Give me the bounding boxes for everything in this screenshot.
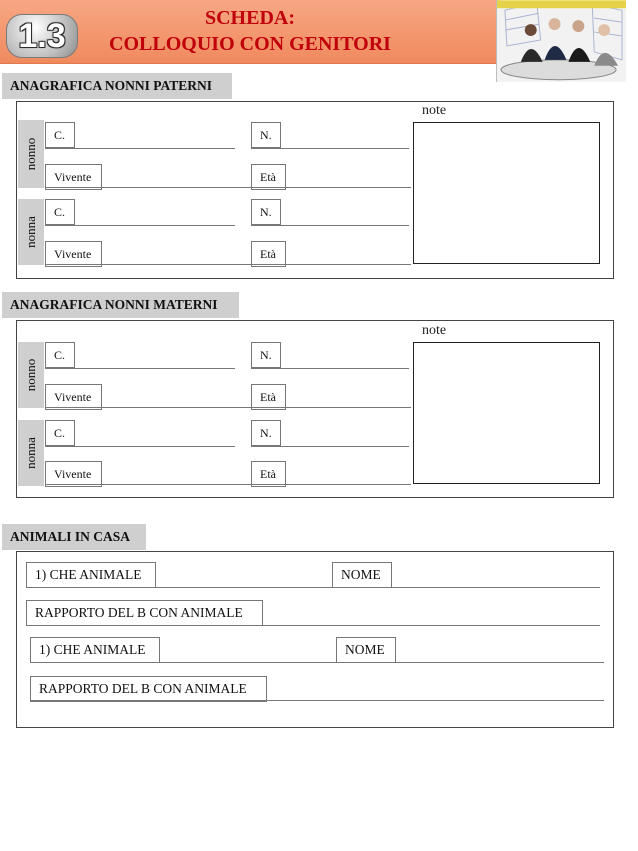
paternal-nonna-c-field[interactable]: C. xyxy=(45,199,75,225)
paternal-nonno-side: nonno xyxy=(18,120,44,188)
maternal-nonna-vivente-field[interactable]: Vivente xyxy=(45,461,102,487)
animals-heading: ANIMALI IN CASA xyxy=(2,524,146,550)
animal-2-type-field[interactable]: 1) CHE ANIMALE xyxy=(30,637,160,663)
paternal-nonna-side: nonna xyxy=(18,199,44,265)
paternal-nonna-n-line xyxy=(251,225,409,226)
maternal-heading: ANAGRAFICA NONNI MATERNI xyxy=(2,292,239,318)
animal-2-name-field[interactable]: NOME xyxy=(336,637,396,663)
maternal-nonna-n-field[interactable]: N. xyxy=(251,420,281,446)
animal-1-type-field[interactable]: 1) CHE ANIMALE xyxy=(26,562,156,588)
page-title-line2: COLLOQUIO CON GENITORI xyxy=(109,33,391,55)
animal-1-line xyxy=(26,587,600,588)
paternal-note-label: note xyxy=(422,103,447,118)
animal-2-line xyxy=(30,662,604,663)
maternal-note-label: note xyxy=(422,323,447,338)
paternal-nonno-eta-field[interactable]: Età xyxy=(251,164,286,190)
maternal-nonno-eta-field[interactable]: Età xyxy=(251,384,286,410)
animal-1-name-field[interactable]: NOME xyxy=(332,562,392,588)
paternal-nonno-n-line xyxy=(251,148,409,149)
maternal-nonno-c-field[interactable]: C. xyxy=(45,342,75,368)
paternal-nonna-vivente-field[interactable]: Vivente xyxy=(45,241,102,267)
maternal-nonno-c-line xyxy=(45,368,235,369)
maternal-nonno-side: nonno xyxy=(18,342,44,408)
maternal-nonna-c-field[interactable]: C. xyxy=(45,420,75,446)
paternal-nonno-bottom-line xyxy=(45,187,411,188)
page-title-line1: SCHEDA: xyxy=(204,7,295,29)
paternal-nonna-n-field[interactable]: N. xyxy=(251,199,281,225)
paternal-nonna-bottom-line xyxy=(45,264,411,265)
maternal-nonna-eta-field[interactable]: Età xyxy=(251,461,286,487)
maternal-nonno-bottom-line xyxy=(45,407,411,408)
paternal-nonna-eta-field[interactable]: Età xyxy=(251,241,286,267)
maternal-nonno-n-field[interactable]: N. xyxy=(251,342,281,368)
maternal-nonna-n-line xyxy=(251,446,409,447)
maternal-nonno-vivente-field[interactable]: Vivente xyxy=(45,384,102,410)
animal-2-relation-line xyxy=(30,700,604,701)
header-band xyxy=(0,0,500,64)
paternal-heading: ANAGRAFICA NONNI PATERNI xyxy=(2,73,232,99)
animal-1-relation-field[interactable]: RAPPORTO DEL B CON ANIMALE xyxy=(26,600,263,626)
paternal-nonna-c-line xyxy=(45,225,235,226)
meeting-photo xyxy=(496,0,626,82)
maternal-nonna-c-line xyxy=(45,446,235,447)
paternal-nonno-c-field[interactable]: C. xyxy=(45,122,75,148)
paternal-nonno-n-field[interactable]: N. xyxy=(251,122,281,148)
maternal-nonno-n-line xyxy=(251,368,409,369)
paternal-note-field[interactable] xyxy=(413,122,600,264)
animal-1-relation-line xyxy=(26,625,600,626)
paternal-nonno-c-line xyxy=(45,148,235,149)
paternal-nonno-vivente-field[interactable]: Vivente xyxy=(45,164,102,190)
maternal-note-field[interactable] xyxy=(413,342,600,484)
section-number-badge: 1.3 xyxy=(6,14,78,58)
maternal-nonna-bottom-line xyxy=(45,484,411,485)
maternal-nonna-side: nonna xyxy=(18,420,44,486)
animal-2-relation-field[interactable]: RAPPORTO DEL B CON ANIMALE xyxy=(30,676,267,702)
